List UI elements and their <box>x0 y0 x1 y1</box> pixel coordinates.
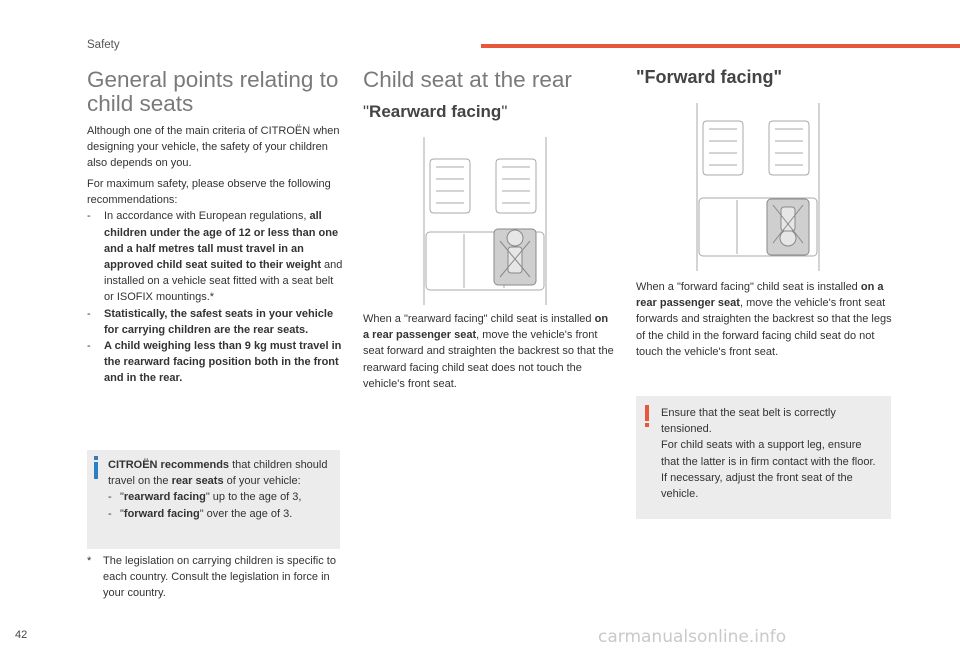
quote-mark: " <box>501 102 508 121</box>
info-icon <box>94 456 98 478</box>
list-dash: - <box>108 491 112 504</box>
recommendation-info-box <box>87 450 340 549</box>
list-dash: - <box>87 307 91 320</box>
para-text: , move the vehicle's front seat forward and straighten the backrest so that the rearward facing child seat does not touch the vehicle's front seat. <box>363 329 614 390</box>
info-text: " up to the age of 3, <box>205 491 302 504</box>
warning-icon <box>645 405 649 427</box>
info-text: of your vehicle: <box>223 475 301 488</box>
quote-mark: " <box>120 491 124 504</box>
info-bold-text: rear seats <box>171 475 224 488</box>
list-text: In accordance with European regulations, <box>104 210 310 223</box>
page-number: 42 <box>15 629 28 641</box>
info-bold-text: CITROËN recommends <box>108 459 230 471</box>
para-text: , move the vehicle's front seat forwards and straighten the backrest so that the legs of the child in the forward facing child seat do not touch the vehicle's front seat. <box>636 297 892 358</box>
list-dash: - <box>108 507 112 520</box>
forward-facing-illustration <box>693 103 823 271</box>
child-seat-rear-title: Child seat at the rear <box>363 67 572 92</box>
footnote-star: * <box>87 555 92 567</box>
list-bold-text: A child weighing less than 9 kg must travel in the rearward facing position both in the front and in the rear. <box>104 340 342 385</box>
para-text: When a "rearward facing" child seat is installed <box>363 313 595 325</box>
header-accent-bar <box>481 44 960 48</box>
list-item <box>108 506 330 522</box>
list-dash: - <box>87 340 91 353</box>
general-points-title: General points relating to child seats <box>87 67 339 116</box>
quote-mark: " <box>120 507 124 520</box>
rearward-facing-paragraph <box>363 311 617 392</box>
subtitle-text: Rearward facing <box>369 102 502 121</box>
rearward-facing-illustration <box>420 137 550 305</box>
para-bold-text: on a rear passenger seat <box>363 313 609 342</box>
forward-facing-paragraph <box>636 279 892 360</box>
recommendations-intro: For maximum safety, please observe the following recommendations: <box>87 178 331 207</box>
watermark: carmanualsonline.info <box>598 627 787 647</box>
intro-paragraph: Although one of the main criteria of CITROËN when designing your vehicle, the safety of your children also depends on you. <box>87 125 340 170</box>
rearward-facing-subtitle <box>363 102 507 122</box>
list-bold-text: all children under the age of 12 or less than one and a half metres tall must travel in an approved child seat suited to their weight <box>104 210 339 272</box>
list-text: and installed on a vehicle seat fitted with a seat belt or ISOFIX mountings.* <box>104 259 343 304</box>
warning-line: Ensure that the seat belt is correctly tensioned. <box>661 407 836 436</box>
info-text: " over the age of 3. <box>199 507 293 520</box>
list-item <box>87 306 345 338</box>
info-list <box>108 489 330 521</box>
info-lead <box>108 457 330 489</box>
seat-belt-warning-box <box>636 396 891 519</box>
section-label: Safety <box>87 39 120 51</box>
info-bold-text: forward facing <box>123 507 200 520</box>
list-bold-text: Statistically, the safest seats in your vehicle for carrying children are the rear seats. <box>104 307 334 336</box>
list-item <box>108 489 330 505</box>
forward-facing-title: "Forward facing" <box>636 67 783 87</box>
footnote <box>87 553 345 602</box>
footnote-text: The legislation on carrying children is specific to each country. Consult the legislation in force in your country. <box>103 555 336 600</box>
recommendations-list <box>87 208 345 386</box>
list-item <box>87 338 345 387</box>
warning-line: For child seats with a support leg, ensure that the latter is in firm contact with the floor. If necessary, adjust the front seat of the vehicle. <box>661 439 876 501</box>
list-item <box>87 208 345 305</box>
para-bold-text: on a rear passenger seat <box>636 281 884 310</box>
list-dash: - <box>87 210 91 223</box>
para-text: When a "forward facing" child seat is installed <box>636 281 861 293</box>
recommendations-block <box>87 176 345 387</box>
info-text: that children should travel on the <box>108 459 328 488</box>
info-bold-text: rearward facing <box>123 491 206 504</box>
quote-mark: " <box>363 102 370 121</box>
